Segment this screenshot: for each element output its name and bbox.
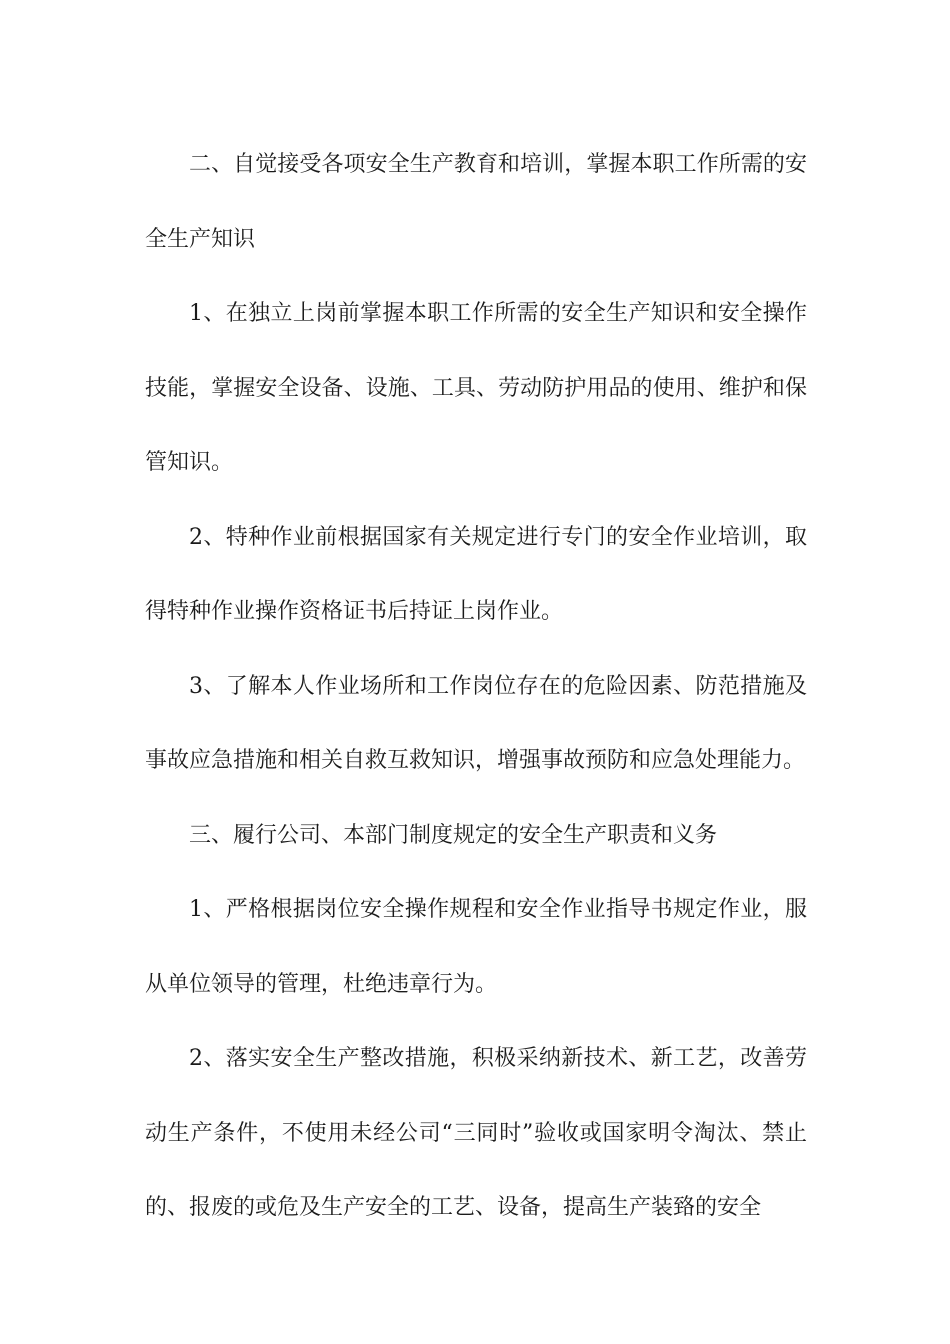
paragraph-item-2: 2、特种作业前根据国家有关规定进行专门的安全作业培训，取得特种作业操作资格证书后持证上岗作业。 (145, 524, 807, 624)
paragraph-item-3: 3、了解本人作业场所和工作岗位存在的危险因素、防范措施及事故应急措施和相关自救互救知识，增强事故预防和应急处理能力。 (145, 673, 807, 773)
paragraph-item-2b: 2、落实安全生产整改措施，积极采纳新技术、新工艺，改善劳动生产条件，不使用未经公司“三同时”验收或国家明令淘汰、禁止的、报废的或危及生产安全的工艺、设备，提高生产装臵的安全 (145, 1046, 807, 1220)
paragraph-item-1: 1、在独立上岗前掌握本职工作所需的安全生产知识和安全操作技能，掌握安全设备、设施、工具、劳动防护用品的使用、维护和保管知识。 (145, 301, 807, 475)
section-heading-2: 二、自觉接受各项安全生产教育和培训，掌握本职工作所需的安全生产知识 (145, 152, 807, 252)
document-body (145, 128, 807, 1246)
section-heading-3: 三、履行公司、本部门制度规定的安全生产职责和义务 (189, 822, 718, 848)
paragraph-item-1b: 1、严格根据岗位安全操作规程和安全作业指导书规定作业，服从单位领导的管理，杜绝违章行为。 (145, 897, 807, 997)
